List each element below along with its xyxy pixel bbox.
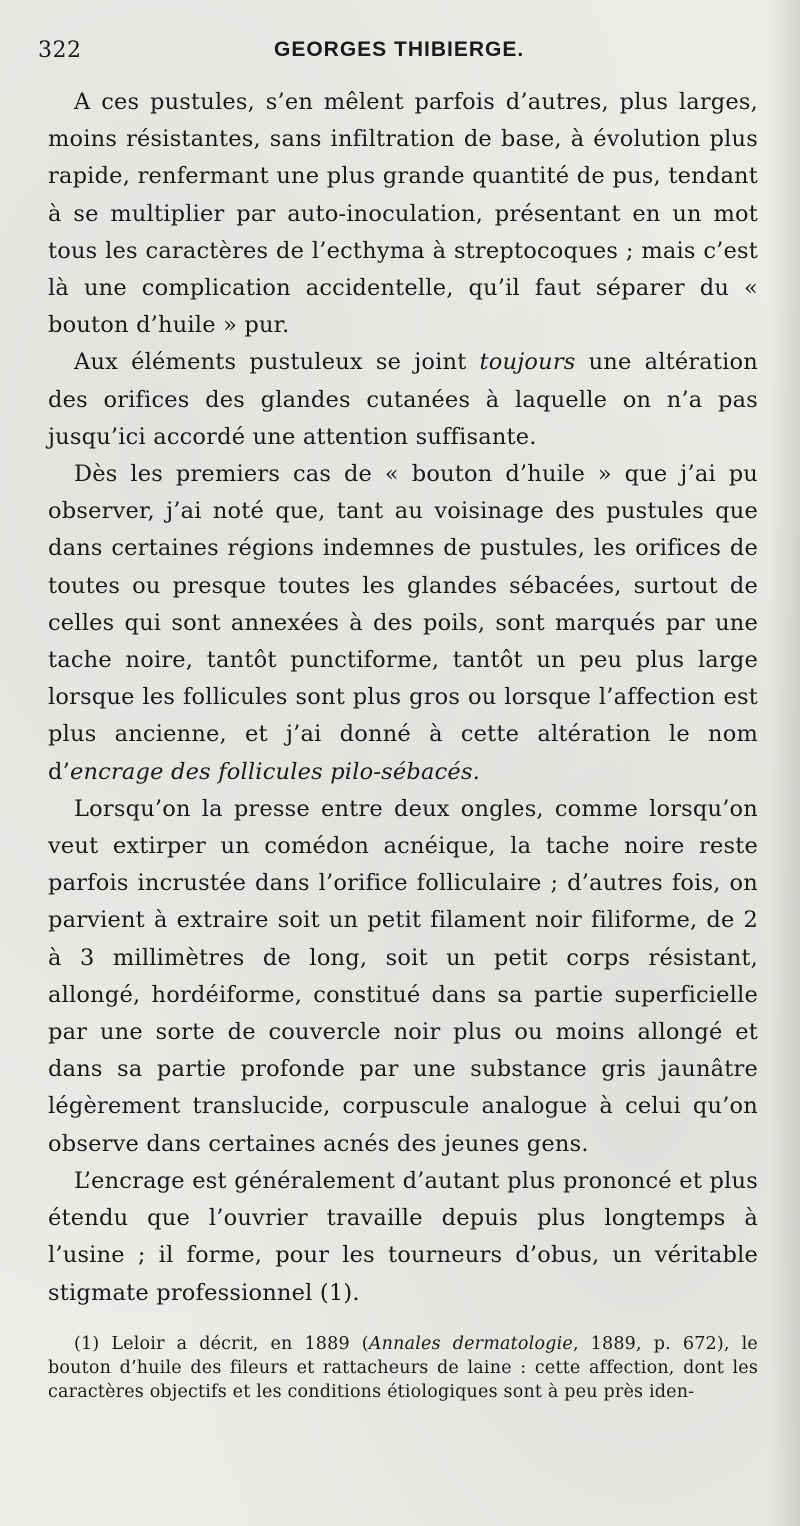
paragraph-4: Lorsqu’on la presse entre deux ongles, comme lorsqu’on veut extirper un comédon acnéique, la tache noire reste parfois incrustée dans l’orifice folliculaire ; d’autres fois, on parvient à extraire soit un petit filament noir filiforme, de 2 à 3 millimètres de long, soit un petit corps résistant, allongé, hordéiforme, constitué dans sa partie superficielle par une sorte de couvercle noir plus ou moins allongé et dans sa partie profonde par une substance gris jaunâtre légèrement translucide, corpuscule analogue à celui qu’on observe dans certaines acnés des jeunes gens.	[48, 795, 758, 1157]
paragraph-5: L’encrage est généralement d’autant plus prononcé et plus étendu que l’ouvrier travaille depuis plus longtemps à l’usine ; il forme, pour les tourneurs d’obus, un véritable stigmate professionnel (1).	[48, 1167, 758, 1306]
footnote-journal-title: Annales dermatologie	[368, 1333, 573, 1354]
paragraph-3	[48, 456, 758, 791]
paragraph-2-text-b: une altération des orifices des glandes cutanées à laquelle on n’a pas jusqu’ici accordé une attention suffisante.	[48, 349, 758, 450]
paragraph-3-text: Dès les premiers cas de « bouton d’huile » que j’ai pu observer, j’ai noté que, tant au voisinage des pustules que dans certaines régions indemnes de pustules, les orifices de toutes ou presque toutes les glandes sébacées, surtout de celles qui sont annexées à des poils, sont marqués par une tache noire, tantôt punctiforme, tantôt un peu plus large lorsque les follicules sont plus gros ou lorsque l’affection est plus ancienne, et j’ai donné à cette altération le nom d’	[48, 461, 758, 785]
footnote-text	[48, 1332, 758, 1404]
paragraph-1: A ces pustules, s’en mêlent parfois d’autres, plus larges, moins résistantes, sans infiltration de base, à évolution plus rapide, renfermant une plus grande quantité de pus, tendant à se multiplier par auto-inoculation, présentant en un mot tous les caractères de l’ecthyma à streptocoques ; mais c’est là une complication accidentelle, qu’il faut séparer du « bouton d’huile » pur.	[48, 89, 758, 339]
page-number: 322	[38, 38, 82, 63]
paragraph-2-emphasis: toujours	[479, 349, 576, 376]
footnote-text-b: , 1889, p. 672), le bouton d’huile des fileurs et rattacheurs de laine : cette affection, dont les caractères objectifs et les conditions étiologiques sont à peu près iden-	[48, 1333, 758, 1402]
body-text	[48, 84, 758, 1312]
paragraph-2	[48, 344, 758, 456]
running-title: GEORGES THIBIERGE.	[274, 38, 525, 61]
footnote	[48, 1332, 758, 1404]
running-header	[38, 36, 758, 70]
footnote-separator	[48, 1312, 758, 1332]
footnote-text-a: (1) Leloir a décrit, en 1889 (	[74, 1333, 369, 1354]
paragraph-2-text-a: Aux éléments pustuleux se joint	[74, 349, 480, 376]
paragraph-3-emphasis: encrage des follicules pilo-sébacés.	[69, 758, 481, 785]
